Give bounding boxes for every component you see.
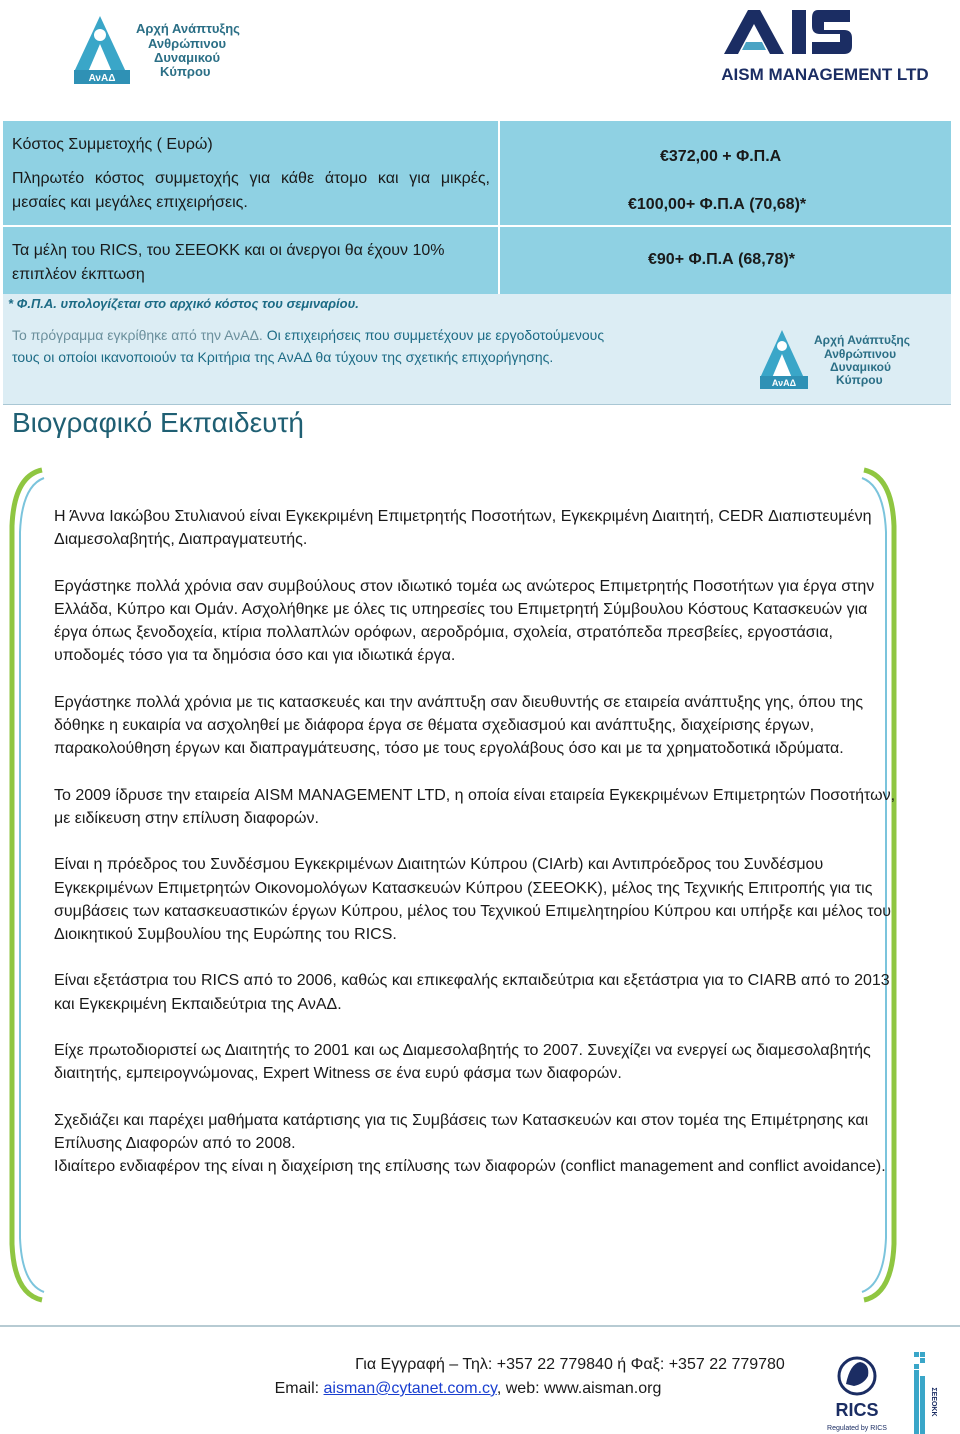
vat-note: * Φ.Π.Α. υπολογίζεται στο αρχικό κόστος του σεμιναρίου.	[8, 296, 359, 311]
bio-paragraph: Σχεδιάζει και παρέχει μαθήματα κατάρτισης για τις Συμβάσεις των Κατασκευών και στον τομέα της Επιμέτρησης και Επίλυσης Διαφορών από το 2008.	[54, 1111, 869, 1152]
bio-paragraph: Η Άννα Ιακώβου Στυλιανού είναι Εγκεκριμένη Επιμετρητής Ποσοτήτων, Εγκεκριμένη Διαιτητή, CEDR Διαπιστευμένη Διαμεσολαβητής, Διαπραγματευτής.	[54, 508, 872, 549]
bio-text	[54, 505, 896, 1202]
svg-text:Ανθρώπινου: Ανθρώπινου	[148, 36, 227, 51]
pricing-cell-member-price	[500, 227, 951, 294]
ais-logo-tagline: AISM MANAGEMENT LTD	[721, 65, 929, 84]
svg-text:ΑνΑΔ: ΑνΑΔ	[771, 378, 797, 388]
pricing-row2-text: Τα μέλη του RICS, του ΣΕΕΟΚΚ και οι άνεργοι θα έχουν 10% επιπλέον έκπτωση	[12, 242, 445, 283]
approval-note	[12, 324, 612, 368]
anad-logo-small	[756, 322, 916, 392]
bio-paragraph: Εργάστηκε πολλά χρόνια με τις κατασκευές και την ανάπτυξη σαν διευθυντής σε εταιρεία ανάπτυξης γης, όπου της δόθηκε η ευκαιρία να ασχοληθεί με διάφορα έργα σε θέματα σχεδιασμού και ανάπτυξης, διαχείρισης έργων, παρακολούθηση έργων και διαπραγμάτευσης, τόσο με τους εργολάβους όσο και με τα χρηματοδοτικά ιδρύματα.	[54, 693, 864, 758]
svg-text:Δυναμικού: Δυναμικού	[154, 50, 221, 65]
svg-text:Αρχή Ανάπτυξης: Αρχή Ανάπτυξης	[814, 333, 910, 347]
bio-title: Βιογραφικό Εκπαιδευτή	[12, 407, 304, 438]
footer-email-web: Email: aisman@cytanet.com.cy, web: www.aisman.org	[274, 1380, 662, 1397]
price-full: €372,00 + Φ.Π.Α	[660, 148, 782, 165]
bio-paragraph: Είχε πρωτοδιοριστεί ως Διαιτητής το 2001 και ως Διαμεσολαβητής το 2007. Συνεχίζει να ενεργεί ως διαμεσολαβητής διαιτητής, εμπειρογνώμονας, Expert Witness σε ένα ευρύ φάσμα των διαφορών.	[54, 1042, 871, 1083]
bio-paragraph: Είναι η πρόεδρος του Συνδέσμου Εγκεκριμένων Διαιτητών Κύπρου (CIArb) και Αντιπρόεδρος του Συνδέσμου Εγκεκριμένων Επιμετρητών Οικονομολόγων Κατασκευών Κύπρου (ΣΕΕΟΚΚ), μέλος της Τεχνικής Επιτροπής για τις συμβάσεις των κατασκευαστικών έργων Κύπρου, μέλος του Τεχνικού Επιμελητηρίου Κύπρου και υπήρξε και μέλος του Διοικητικού Συμβουλίου της Ευρώπης του RICS.	[54, 856, 891, 944]
svg-text:ΣΕΕΟΚΚ: ΣΕΕΟΚΚ	[930, 1387, 937, 1417]
svg-text:Regulated by RICS: Regulated by RICS	[827, 1425, 887, 1432]
svg-text:Κύπρου: Κύπρου	[160, 64, 211, 79]
bio-paragraph: Εργάστηκε πολλά χρόνια σαν συμβούλους στον ιδιωτικό τομέα ως ανώτερος Επιμετρητής Ποσοτήτων για έργα στην Ελλάδα, Κύπρο και Ομάν. Ασχολήθηκε με όλες τις υπηρεσίες του Επιμετρητή Σύμβουλου Κόστους Κατασκευών για έργα όπως ξενοδοχεία, κτίρια πολλαπλών ορόφων, αεροδρόμια, σχολεία, στρατόπεδα πρεσβείες, εργοστάσια, υποδομές τόσο για τα δημόσια όσο και για ιδιωτικά έργα.	[54, 577, 875, 665]
bio-paragraph: Ιδιαίτερο ενδιαφέρον της είναι η διαχείριση της επίλυσης των διαφορών (conflict management and conflict avoidance).	[54, 1158, 886, 1176]
approval-note-part1: Το πρόγραμμα εγκρίθηκε από την ΑνΑΔ.	[12, 327, 263, 343]
price-member: €90+ Φ.Π.Α (68,78)*	[648, 251, 795, 268]
pricing-table	[3, 121, 951, 294]
svg-text:Κύπρου: Κύπρου	[836, 373, 883, 387]
pricing-cell-prices	[500, 121, 951, 225]
bio-paragraph: Το 2009 ίδρυσε την εταιρεία AISM MANAGEMENT LTD, η οποία είναι εταιρεία Εγκεκριμένων Επιμετρητών Ποσοτήτων, με ειδίκευση στην επίλυση διαφορών.	[54, 786, 896, 827]
anad-logo	[70, 8, 240, 88]
svg-text:Δυναμικού: Δυναμικού	[830, 360, 891, 374]
rics-logo	[824, 1354, 890, 1434]
seeokk-logo	[912, 1350, 938, 1434]
approval-note-part2: Οι επιχειρήσεις που συμμετέχουν με εργοδοτούμενους τους οι οποίοι ικανοποιούν τα Κριτήρια της ΑνΑΔ θα τύχουν της σχετικής επιχορήγησης.	[12, 327, 605, 365]
bio-paragraph: Είναι εξετάστρια του RICS από το 2006, καθώς και επικεφαλής εκπαιδεύτρια και εξετάστρια για το CIARB από το 2013 και Εγκεκριμένη Εκπαιδεύτρια της ΑνΑΔ.	[54, 972, 890, 1013]
svg-text:Ανθρώπινου: Ανθρώπινου	[824, 347, 897, 361]
svg-text:Αρχή Ανάπτυξης: Αρχή Ανάπτυξης	[136, 21, 240, 36]
web-address: , web: www.aisman.org	[496, 1380, 662, 1397]
pricing-heading: Κόστος Συμμετοχής ( Ευρώ)	[12, 136, 213, 153]
footer-divider	[0, 1325, 960, 1327]
pricing-row1-text: Πληρωτέο κόστος συμμετοχής για κάθε άτομο και για μικρές, μεσαίες και μεγάλες επιχειρήσεις.	[12, 170, 490, 211]
pricing-cell-members	[3, 227, 498, 294]
footer-contact: Για Εγγραφή – Τηλ: +357 22 779840 ή Φαξ: +357 22 779780	[355, 1356, 785, 1373]
email-link[interactable]: aisman@cytanet.com.cy	[323, 1380, 497, 1397]
price-company: €100,00+ Φ.Π.Α (70,68)*	[628, 196, 807, 213]
svg-text:RICS: RICS	[835, 1400, 879, 1420]
left-bracket-decoration	[6, 466, 46, 1304]
ais-logo	[720, 4, 930, 86]
anad-logo-abbr: ΑνΑΔ	[88, 73, 116, 84]
pricing-cell-description	[3, 121, 498, 225]
